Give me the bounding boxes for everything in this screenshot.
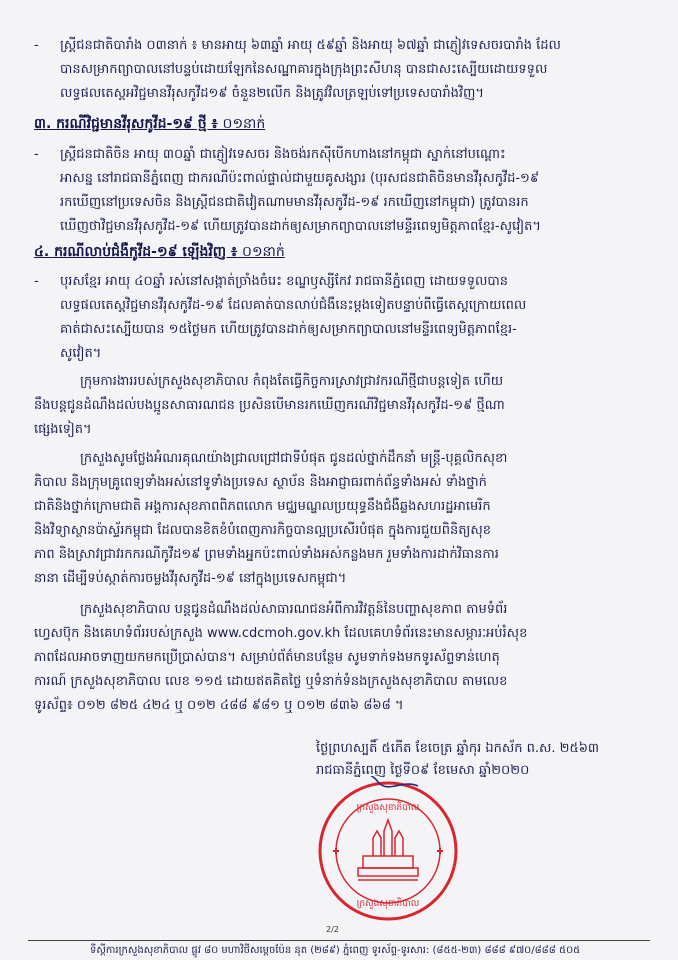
text-line: បានសម្រាកព្យាបាលនៅបន្ទប់ដោយឡែកនៃសណ្ឋាគារក្នុងក្រុងព្រះសីហនុ បានជាសះស្បើយដោយទទួល	[60, 62, 548, 77]
text-line: ឃើញថាវិជ្ជមានវីរុសកូវីដ-១៩ ហើយត្រូវបានដាក់ឲ្យសម្រាកព្យាបាលនៅមន្ទីរពេទ្យមិត្តភាពខ្មែរ-សូវៀត។	[60, 219, 541, 234]
text-line: ផ្សេងទៀត។	[34, 422, 92, 437]
text-line: ហ្វេសប៊ុក និងគេហទំព័ររបស់ក្រសួង www.cdcmoh.gov.kh ដែលគេហទំព័រនេះមានសម្ភារៈអប់រំសុខ	[34, 626, 528, 641]
date-lunar: ថ្ងៃព្រហស្បតិ៍ ៥កើត ខែចេត្រ ឆ្នាំកុរ ឯកស័ក ព.ស. ២៥៦៣	[316, 741, 600, 756]
text-line: ក្រសួងសុខាភិបាល បន្តជូនដំណឹងដល់សាធារណជនអំពីការវិវត្តន៍នៃបញ្ហាសុខភាព តាមទំព័រ	[80, 602, 508, 617]
text-line: ភាពដែលអាចទាញយកមកប្រើប្រាស់បាន។ សម្រាប់ព័ត៌មានបន្ថែម សូមទាក់ទងមកទូរស័ព្ទទាន់ហេតុ	[34, 650, 500, 665]
heading-text: ៣. ករណីវិជ្ជមានវីរុសកូវីដ-១៩ ថ្មី ៖	[34, 116, 218, 132]
text-line: នឹងបន្តជូនដំណឹងដល់បងប្អូនសាធារណជន ប្រសិនបើមានរកឃើញករណីវិជ្ជមានវីរុសកូវីដ-១៩ ថ្មីណា	[34, 398, 505, 413]
text-line: ស្ត្រីជនជាតិចិន អាយុ ៣០ឆ្នាំ ជាភ្ញៀវទេសចរ និងចង់រកស៊ីបើកហាងនៅកម្ពុជា ស្នាក់នៅបណ្តោះ	[60, 147, 506, 162]
page-number: 2/2	[326, 925, 339, 934]
heading-reinfection-case	[34, 240, 285, 264]
heading-text: ៤. ករណីលាប់ជំងឺកូវីដ-១៩ ឡើងវិញ ៖	[34, 244, 238, 260]
text-line: បុរសខ្មែរ អាយុ ៤០ឆ្នាំ រស់នៅសង្កាត់ច្រាំងចំរេះ ខណ្ឌឫស្សីកែវ រាជធានីភ្នំពេញ ដោយទទួលបាន	[60, 274, 508, 289]
bullet-dash: -	[34, 274, 39, 289]
text-line: សូវៀត។	[60, 346, 102, 361]
heading-count: ០១នាក់	[242, 244, 285, 260]
paragraph-khmer-man	[60, 270, 652, 366]
text-line: នានា ដើម្បីទប់ស្កាត់ការចម្លងវីរុសកូវីដ-១៩ នៅក្នុងប្រទេសកម្ពុជា។	[34, 571, 347, 586]
text-line: ការណ៍ ក្រសួងសុខាភិបាល លេខ ១១៥ ដោយឥតគិតថ្លៃ ឬទំនាក់ទំនងក្រសួងសុខាភិបាល តាមលេខ	[34, 674, 508, 689]
text-line: ភាព និងស្រាវជ្រាវរកករណីកូវីដ១៩ ព្រមទាំងអ្នកប៉ះពាល់ទាំងអស់កន្លងមក រួមទាំងការដាក់វិធានការ	[34, 547, 499, 562]
text-line: រកឃើញនៅប្រទេសចិន និងស្ត្រីជនជាតិវៀតណាមមានវីរុសកូវីដ-១៩ រកឃើញនៅកម្ពុជា) ត្រូវបានរក	[60, 195, 529, 210]
heading-new-positive-case	[34, 112, 265, 136]
footer-divider	[28, 940, 650, 941]
date-solar: រាជធានីភ្នំពេញ ថ្ងៃទី០៩ ខែមេសា ឆ្នាំ២០២០	[316, 763, 530, 778]
stamp-text-bottom: ក្រសួងសុខាភិបាល	[356, 899, 420, 909]
text-line: ក្រុមការងាររបស់ក្រសួងសុខាភិបាល កំពុងតែធ្វើកិច្ចការស្រាវជ្រាវករណីថ្មីជាបន្តទៀត ហើយ	[80, 374, 504, 389]
bullet-dash: -	[34, 38, 39, 53]
stamp-inner-ring	[336, 799, 440, 903]
text-line: ក្រសួងសូមថ្លែងអំណរគុណយ៉ាងជ្រាលជ្រៅជាទីបំផុត ជូនដល់ថ្នាក់ដឹកនាំ មន្ត្រី-បុគ្គលិកសុខា	[80, 451, 508, 466]
text-line: អាសន្ន នៅរាជធានីភ្នំពេញ ជាករណីប៉ះពាល់ផ្ទាល់ជាមួយគូសង្សារ (បុរសជនជាតិចិនមានវីរុសកូវីដ-១៩	[60, 171, 540, 186]
text-line: ជាតិនិងថ្នាក់ក្រោមជាតិ អង្គការសុខភាពពិភពលោក មជ្ឈមណ្ឌលប្រយុទ្ធនឹងជំងឺឆ្លងសហរដ្ឋអាមេរិក	[34, 499, 491, 514]
text-line: ភិបាល និងក្រុមគ្រូពេទ្យទាំងអស់នៅទូទាំងប្រទេស ស្ថាប័ន និងអាជ្ញាធរពាក់ព័ន្ធទាំងអស់ ទាំងថ្នាក់	[34, 475, 487, 490]
text-line: ទូរស័ព្ទ៖ ០១២ ៨២៥ ៤២៤ ឬ ០១២ ៤៨៨ ៩៨១ ឬ ០១២ ៨៣៦ ៨៦៨ ។	[34, 698, 404, 713]
footer-address: ទីស្តីការក្រសួងសុខាភិបាល ផ្លូវ ៨០ មហាវិថីសម្តេចប៉ែន នុត (២៨៩) ភ្នំពេញ ទូរស័ព្ទ-ទូរសារ: (៨៥៥-២៣) ៨៨៨ ៩៧០/៨៨៨ ៥០៥	[90, 945, 581, 956]
text-line: គាត់ជាសះស្បើយបាន ១៥ថ្ងៃមក ហើយត្រូវបានដាក់ឲ្យសម្រាកព្យាបាលនៅមន្ទីរពេទ្យមិត្តភាពខ្មែរ-	[60, 322, 517, 337]
stamp-star-left	[333, 848, 339, 854]
text-line: ស្ត្រីជនជាតិបារាំង ០៣នាក់ ៖ មានអាយុ ៦៣ឆ្នាំ អាយុ ៥៩ឆ្នាំ និងអាយុ ៦៧ឆ្នាំ ជាភ្ញៀវទេសចរបារាំង ដែល	[60, 38, 561, 53]
paragraph-ongoing-investigation	[34, 370, 652, 442]
text-line: និងវិទ្យាស្ថានប៉ាស្ទ័រកម្ពុជា ដែលបានខិតខំបំពេញភារកិច្ចបានល្អប្រសើរបំផុត ក្នុងការជួយពិនិត្យសុខ	[34, 523, 492, 538]
stamp-text-top: ក្រសួងសុខាភិបាល	[356, 803, 420, 813]
paragraph-chinese-woman	[60, 143, 652, 239]
text-line: លទ្ធផលតេស្តវិជ្ជមានវីរុសកូវីដ-១៩ ដែលគាត់បានលាប់ជំងឺនេះម្តងទៀតបន្ទាប់ពីធ្វើតេស្តក្រោយពេល	[60, 298, 527, 313]
paragraph-thanks	[34, 447, 652, 591]
bullet-dash: -	[34, 147, 39, 162]
text-line: លទ្ធផលតេស្តអវិជ្ជមានវីរុសកូវីដ១៩ ចំនួន២លើក និងត្រូវវិលត្រឡប់ទៅប្រទេសបារាំងវិញ។	[60, 86, 484, 101]
paragraph-french-patients	[60, 34, 652, 106]
paragraph-public-information	[34, 598, 652, 718]
heading-count: ០១នាក់	[222, 116, 266, 132]
official-stamp	[313, 776, 463, 926]
stamp-star-right	[437, 848, 443, 854]
temple-emblem-icon	[358, 820, 418, 880]
